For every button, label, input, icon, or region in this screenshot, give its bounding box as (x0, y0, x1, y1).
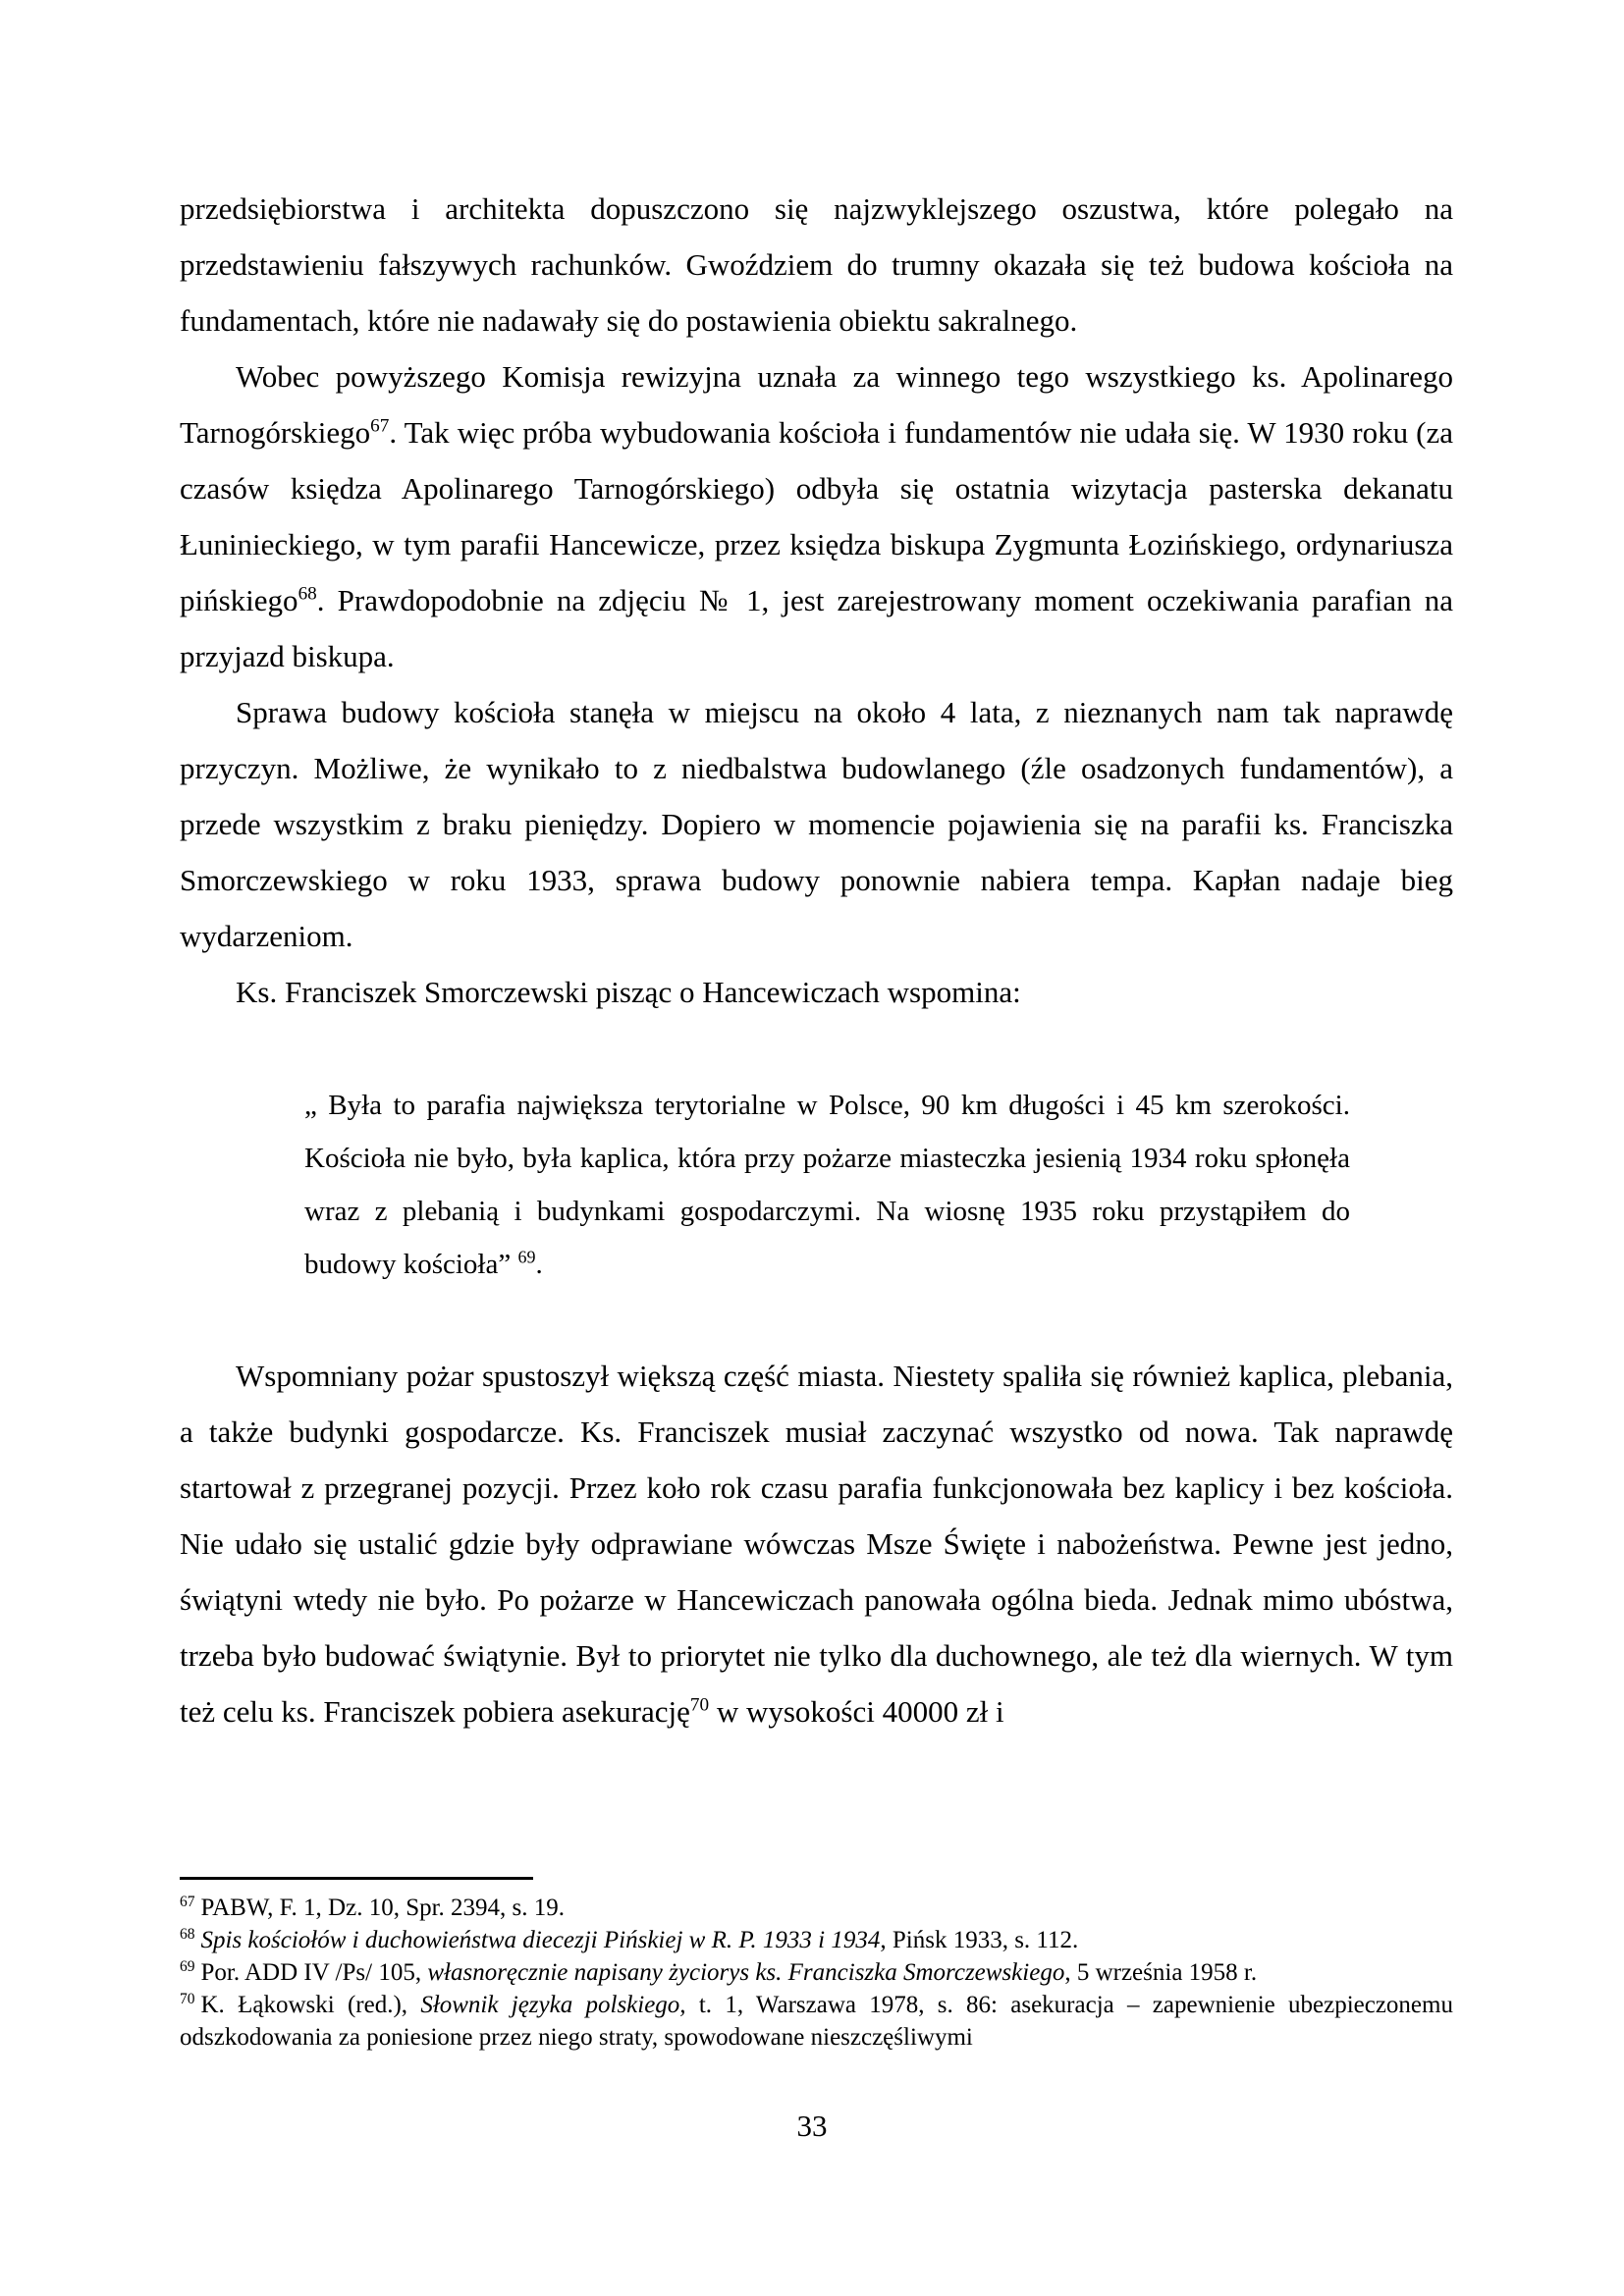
blockquote: „ Była to parafia największa terytorialne w Polsce, 90 km długości i 45 km szerokości. Kościoła nie było, była kaplica, która przy pożarze miasteczka jesienią 1934 roku spłonęła wraz z plebanią i budynkami gospodarczymi. Na wiosnę 1935 roku przystąpiłem do budowy kościoła” $^{69}$. (304, 1090, 1350, 1280)
paragraph: przedsiębiorstwa i architekta dopuszczono się najzwyklejszego oszustwa, które polegało na przedstawieniu fałszywych rachunków. Gwoździem do trumny okazała się też budowa kościoła na fundamentach, które nie nadawały się do postawienia obiektu sakralnego. (180, 191, 1453, 338)
footnote-text: K. Łąkowski (red.), Słownik języka polskiego, t. 1, Warszawa 1978, s. 86: asekuracja – zapewnienie ubezpieczonemu odszkodowania za poniesione przez niego straty, spowodowane nieszczęśliwymi (180, 1992, 1453, 2051)
paragraph: Sprawa budowy kościoła stanęła w miejscu na około 4 lata, z nieznanych nam tak naprawdę przyczyn. Możliwe, że wynikało to z niedbalstwa budowlanego (źle osadzonych fundamentów), a przede wszystkim z braku pieniędzy. Dopiero w momencie pojawienia się na parafii ks. Franciszka Smorczewskiego w roku 1933, sprawa budowy ponownie nabiera tempa. Kapłan nadaje bieg wydarzeniom. (180, 695, 1453, 953)
footnote-marker: 67 (180, 1893, 195, 1910)
footnotes-section (180, 1877, 1453, 2054)
footnote-text: Por. ADD IV /Ps/ 105, własnoręcznie napisany życiorys ks. Franciszka Smorczewskiego, 5 września 1958 r. (200, 1959, 1258, 1986)
footnote-marker: 70 (180, 1990, 195, 2007)
footnote-text: Spis kościołów i duchowieństwa diecezji Pińskiej w R. P. 1933 i 1934, Pińsk 1933, s. 112. (200, 1927, 1079, 1953)
footnote (180, 1956, 1453, 1989)
page-body (180, 181, 1453, 1739)
footnote (180, 1892, 1453, 1924)
paragraph: Wspomniany pożar spustoszył większą część miasta. Niestety spaliła się również kaplica, plebania, a także budynki gospodarcze. Ks. Franciszek musiał zaczynać wszystko od nowa. Tak naprawdę startował z przegranej pozycji. Przez koło rok czasu parafia funkcjonowała bez kaplicy i bez kościoła. Nie udało się ustalić gdzie były odprawiane wówczas Msze Święte i nabożeństwa. Pewne jest jedno, świątyni wtedy nie było. Po pożarze w Hancewiczach panowała ogólna bieda. Jednak mimo ubóstwa, trzeba było budować świątynie. Był to priorytet nie tylko dla duchownego, ale też dla wiernych. W tym też celu ks. Franciszek pobiera asekurację$^{70}$ w wysokości 40000 zł i (180, 1359, 1453, 1729)
footnote (180, 1989, 1453, 2054)
footnote-marker: 69 (180, 1957, 195, 1975)
footnote-marker: 68 (180, 1925, 195, 1943)
footnote-separator (180, 1877, 533, 1880)
footnote-text: PABW, F. 1, Dz. 10, Spr. 2394, s. 19. (200, 1895, 566, 1921)
page-number: 33 (796, 2109, 828, 2143)
paragraph: Ks. Franciszek Smorczewski pisząc o Hancewiczach wspomina: (236, 975, 1021, 1009)
footnote (180, 1924, 1453, 1956)
paragraph: Wobec powyższego Komisja rewizyjna uznała za winnego tego wszystkiego ks. Apolinarego Tarnogórskiego$^{67}$. Tak więc próba wybudowania kościoła i fundamentów nie udała się. W 1930 roku (za czasów księdza Apolinarego Tarnogórskiego) odbyła się ostatnia wizytacja pasterska dekanatu Łuninieckiego, w tym parafii Hancewicze, przez księdza biskupa Zygmunta Łozińskiego, ordynariusza pińskiego$^{68}$. Prawdopodobnie na zdjęciu № 1, jest zarejestrowany moment oczekiwania parafian na przyjazd biskupa. (180, 359, 1453, 673)
